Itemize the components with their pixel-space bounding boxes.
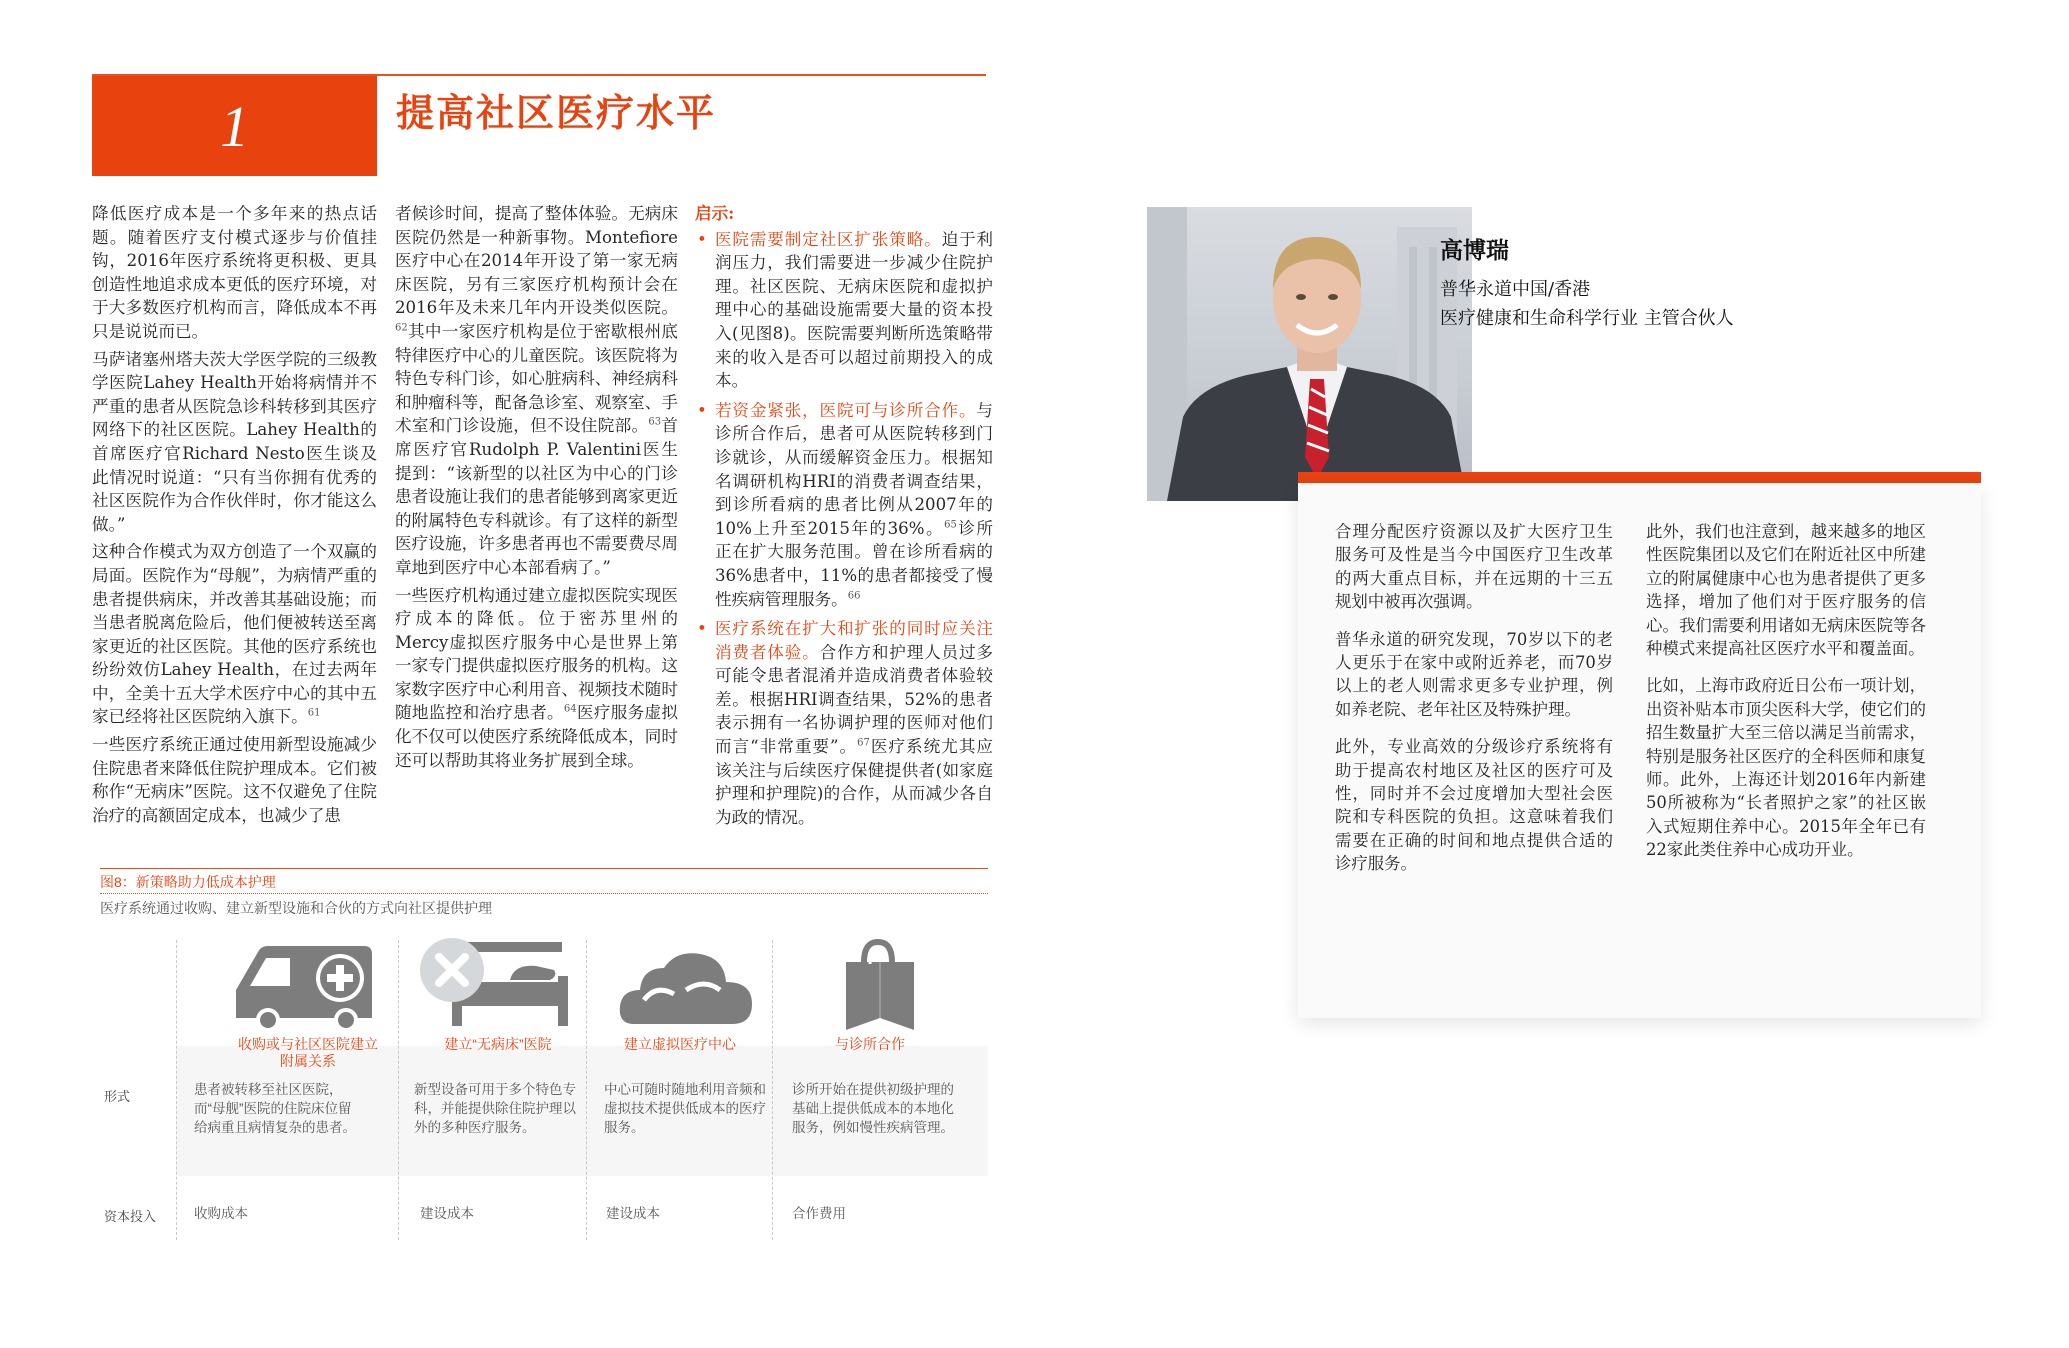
list-item	[695, 228, 993, 393]
footnote-ref: 67	[857, 737, 870, 749]
column-divider	[176, 940, 177, 1240]
bullet-icon: •	[697, 400, 707, 420]
list-item	[695, 617, 993, 829]
bullet-text: 医疗系统尤其应该关注与后续医疗保健提供者(如家庭护理和护理院)的合作，从而减少各自为政的情况。	[715, 737, 994, 827]
ambulance-icon	[228, 938, 376, 1030]
paragraph: 普华永道的研究发现，70岁以下的老人更乐于在家中或附近养老，而70岁以上的老人则需求更多专业护理，例如养老院、老年社区及特殊护理。	[1335, 629, 1613, 719]
bullet-text: 合作方和护理人员过多可能令患者混淆并造成消费者体验较差。根据HRI调查结果，52%的患者表示拥有一名协调护理的医师对他们而言“非常重要”。	[715, 642, 993, 757]
paragraph: 降低医疗成本是一个多年来的热点话题。随着医疗支付模式逐步与价值挂钩，2016年医疗系统将更积极、更具创造性地追求成本更低的医疗环境，对于大多数医疗机构而言，降低成本不再只是说说而已。	[92, 204, 377, 341]
column-divider	[586, 940, 587, 1240]
bio-block	[1440, 232, 1734, 333]
shopping-bag-icon	[840, 938, 920, 1032]
paragraph	[92, 540, 377, 729]
panel-accent-bar	[1298, 472, 1981, 483]
paragraph-text: 一些医疗机构通过建立虚拟医院实现医疗成本的降低。位于密苏里州的Mercy虚拟医疗服务中心是世界上第一家专门提供虚拟医疗服务的机构。这家数字医疗中心利用音、视频技术随时随地监控和治疗患者。	[395, 585, 678, 723]
bullet-icon: •	[697, 229, 707, 249]
paragraph	[395, 202, 678, 580]
row-label-form: 形式	[104, 1089, 131, 1104]
insights-list	[695, 228, 993, 830]
bullet-text: 诊所正在扩大服务范围。曾在诊所看病的36%患者中，11%的患者都接受了慢性疾病管理服务。	[715, 518, 994, 609]
portrait-illustration	[1147, 207, 1472, 501]
paragraph: 比如，上海市政府近日公布一项计划，出资补贴本市顶尖医科大学，使它们的招生数量扩大至三倍以满足当前需求，特别是服务社区医疗的全科医师和康复师。此外，上海还计划2016年内新建50所被称为“长者照护之家”的社区嵌入式短期住养中心。2015年全年已有22家此类住养中心成功开业。	[1646, 676, 1926, 860]
bullet-highlight: 医院需要制定社区扩张策略。	[715, 229, 942, 249]
bio-name: 高博瑞	[1440, 237, 1509, 264]
form-cell: 新型设备可用于多个特色专科，并能提供除住院护理以外的多种医疗服务。	[414, 1082, 576, 1135]
figure-rule	[100, 868, 988, 869]
footnote-ref: 62	[395, 322, 408, 334]
bullet-text: 迫于利润压力，我们需要进一步减少住院护理。社区医院、无病床医院和虚拟护理中心的基础设施需要大量的资本投入(见图8)。医院需要判断所选策略带来的收入是否可以超过前期投入的成本。	[715, 229, 994, 391]
capital-cell: 建设成本	[420, 1206, 474, 1221]
figure-caption-virtual: 建立虚拟医疗中心	[624, 1036, 736, 1052]
footnote-ref: 64	[563, 703, 577, 715]
text-column-2	[395, 202, 678, 776]
paragraph-text: 者候诊时间，提高了整体体验。无病床医院仍然是一种新事物。Montefiore医疗中心在2014年开设了第一家无病床医院，另有三家医疗机构预计会在2016年及未来几年内开设类似医院。	[395, 204, 678, 318]
portrait-photo	[1147, 207, 1472, 501]
paragraph-text: 其中一家医疗机构是位于密歇根州底特律医疗中心的儿童医院。该医院将为特色专科门诊，如心脏病科、神经病科和肿瘤科等，配备急诊室、观察室、手术室和门诊设施，但不设住院部。	[395, 321, 678, 436]
paragraph: 一些医疗系统正通过使用新型设施减少住院患者来降低住院护理成本。它们被称作“无病床”医院。这不仅避免了住院治疗的高额固定成本，也减少了患	[92, 735, 377, 825]
bullet-highlight: 医疗系统在扩大和扩张的同时应关注消费者体验。	[715, 619, 993, 662]
paragraph-text: 首席医疗官Rudolph P. Valentini医生提到：“该新型的以社区为中心的门诊患者设施让我们的患者能够到离家更近的附属特色专科就诊。有了这样的新型医疗设施，许多患者再也不需要费尽周章地到医疗中心本部看病了。”	[395, 416, 679, 577]
cloud-icon	[616, 946, 756, 1030]
paragraph: 此外，我们也注意到，越来越多的地区性医院集团以及它们在附近社区中所建立的附属健康中心也为患者提供了更多选择，增加了他们对于医疗服务的信心。我们需要利用诸如无病床医院等各种模式来提高社区医疗水平和覆盖面。	[1646, 522, 1926, 659]
footnote-ref: 61	[307, 707, 321, 719]
figure-caption-acquire: 收购或与社区医院建立附属关系	[238, 1036, 378, 1069]
form-cell: 中心可随时随地利用音频和虚拟技术提供低成本的医疗服务。	[604, 1082, 766, 1135]
footnote-ref: 63	[648, 416, 662, 428]
paragraph	[395, 584, 678, 773]
figure-subtitle: 医疗系统通过收购、建立新型设施和合伙的方式向社区提供护理	[100, 900, 492, 916]
bullet-icon: •	[697, 619, 707, 639]
form-cell: 患者被转移至社区医院，而“母舰”医院的住院床位留给病重且病情复杂的患者。	[194, 1082, 356, 1135]
column-divider	[772, 940, 773, 1240]
bio-role: 医疗健康和生命科学行业 主管合伙人	[1440, 308, 1734, 329]
footnote-ref: 66	[847, 589, 861, 601]
footnote-ref: 65	[944, 519, 957, 531]
capital-cell: 收购成本	[194, 1206, 248, 1221]
figure-title: 图8：新策略助力低成本护理	[100, 874, 276, 890]
section-title: 提高社区医疗水平	[396, 90, 717, 135]
section-number-box	[92, 76, 377, 176]
insights-column	[695, 202, 993, 835]
section-number: 1	[220, 93, 249, 159]
insights-heading: 启示:	[695, 203, 735, 223]
capital-cell: 合作费用	[792, 1206, 846, 1221]
figure-dotted-rule	[100, 893, 988, 894]
paragraph: 此外，专业高效的分级诊疗系统将有助于提高农村地区及社区的医疗可及性，同时并不会过度增加大型社会医院和专科医院的负担。这意味着我们需要在正确的时间和地点提供合适的诊疗服务。	[1335, 737, 1613, 874]
column-divider	[398, 940, 399, 1240]
list-item	[695, 399, 993, 611]
bio-location: 普华永道中国/香港	[1440, 279, 1591, 300]
capital-cell: 建设成本	[606, 1206, 660, 1221]
text-column-1	[92, 202, 377, 831]
paragraph-text: 这种合作模式为双方创造了一个双赢的局面。医院作为“母舰”，为病情严重的患者提供病床，并改善其基础设施；而当患者脱离危险后，他们便被转送至离家更近的社区医院。其他的医疗系统也纷纷效仿Lahey Health，在过去两年中，全美十五大学术医疗中心的其中五家已经将社区医院纳入旗下。	[92, 542, 377, 727]
quote-column-1	[1335, 520, 1613, 890]
row-label-capital: 资本投入	[104, 1209, 157, 1224]
paragraph-text: 医疗服务虚拟化不仅可以使医疗系统降低成本，同时还可以帮助其将业务扩展到全球。	[395, 703, 679, 770]
figure-caption-bedless: 建立“无病床”医院	[444, 1036, 552, 1052]
paragraph: 马萨诸塞州塔夫茨大学医学院的三级教学医院Lahey Health开始将病情并不严重的患者从医院急诊科转移到其医疗网络下的社区医院。Lahey Health的首席医疗官Richard Nesto医生谈及此情况时说道：“只有当你拥有优秀的社区医院作为合作伙伴时，你才能这么做。”	[92, 349, 377, 534]
figure-caption-clinic: 与诊所合作	[835, 1036, 905, 1052]
paragraph: 合理分配医疗资源以及扩大医疗卫生服务可及性是当今中国医疗卫生改革的两大重点目标，并在远期的十三五规划中被再次强调。	[1335, 522, 1613, 612]
form-cell: 诊所开始在提供初级护理的基础上提供低成本的本地化服务，例如慢性疾病管理。	[792, 1082, 954, 1135]
bed-cross-icon	[418, 936, 568, 1032]
quote-column-2	[1646, 520, 1926, 876]
bullet-highlight: 若资金紧张，医院可与诊所合作。	[715, 400, 977, 420]
bullet-text: 与诊所合作后，患者可从医院转移到门诊就诊，从而缓解资金压力。根据知名调研机构HRI的消费者调查结果，到诊所看病的患者比例从2007年的10%上升至2015年的36%。	[715, 400, 993, 538]
